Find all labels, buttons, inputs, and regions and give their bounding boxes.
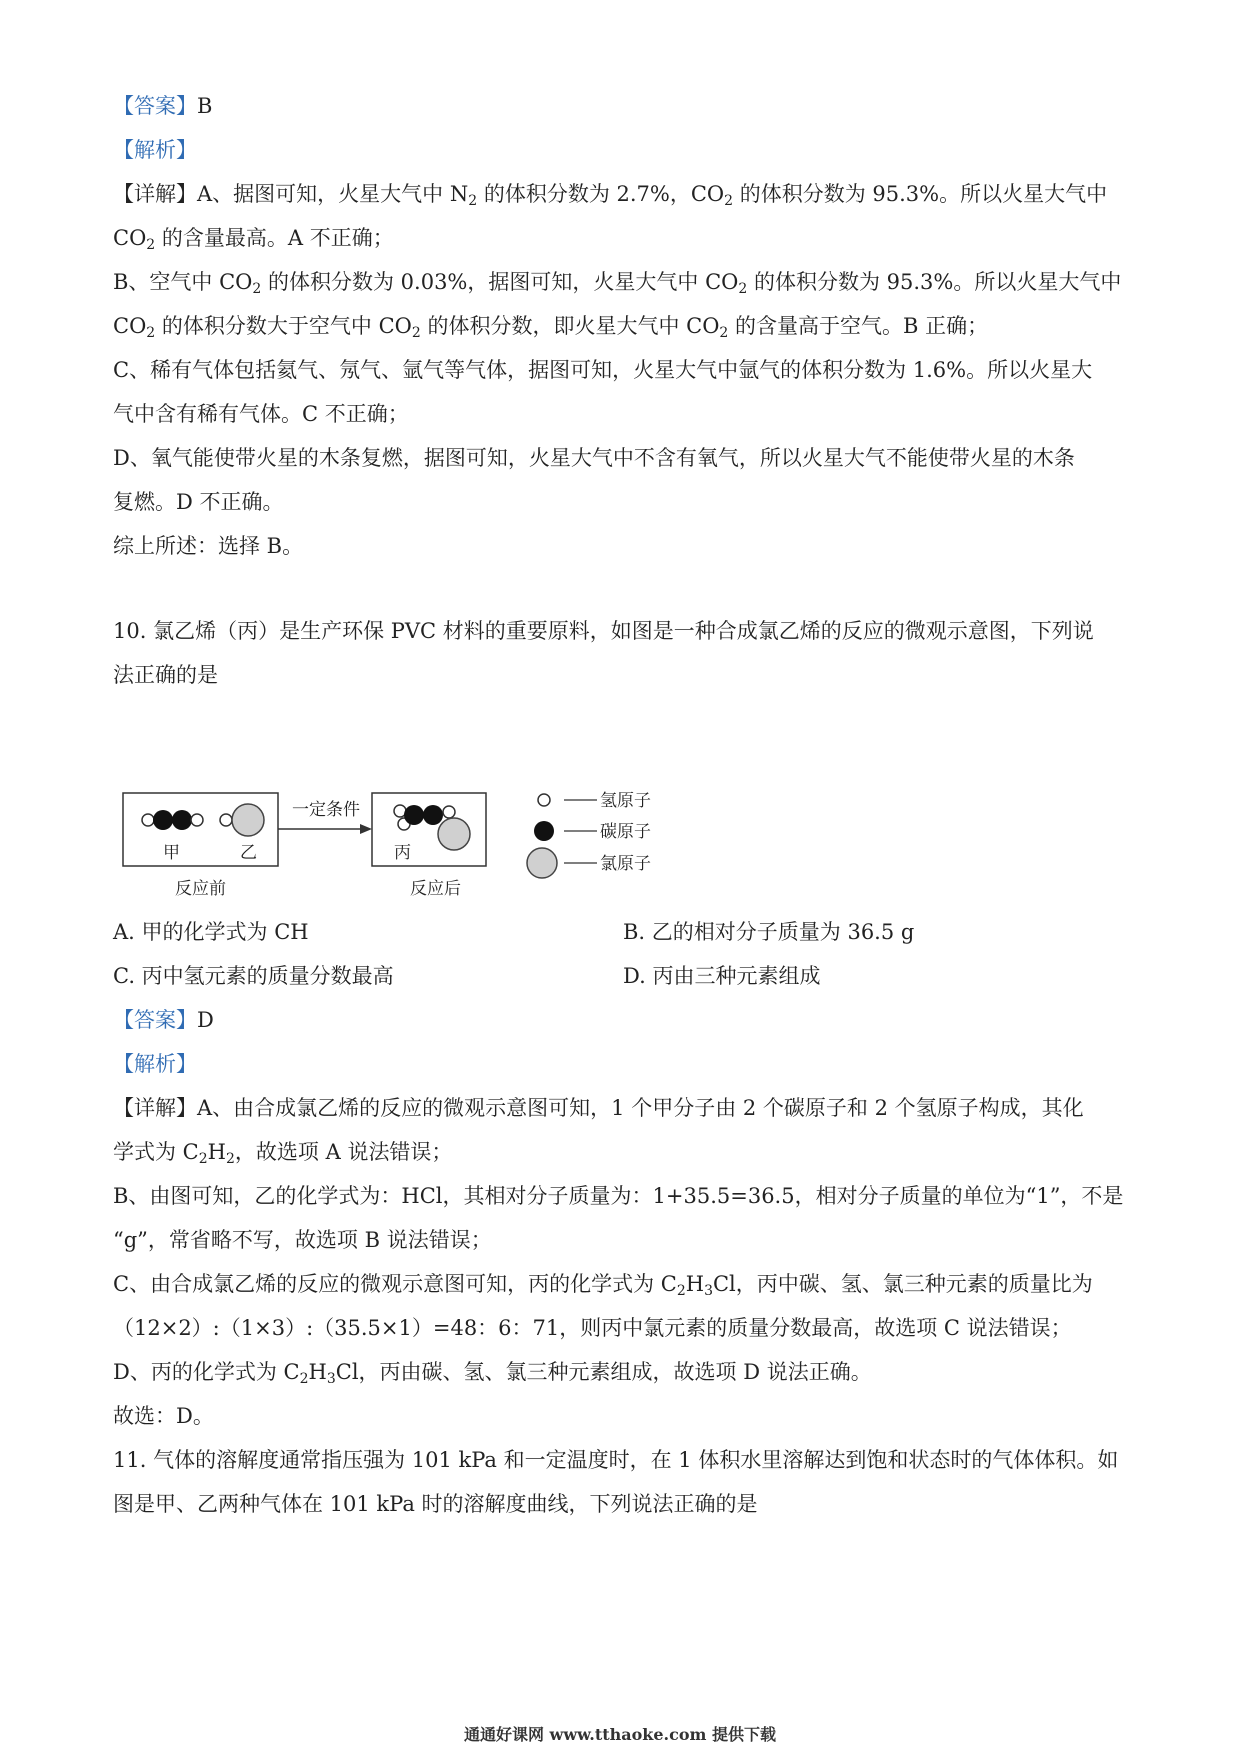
q10-detail-b-line1: B、由图可知，乙的化学式为：HCl，其相对分子质量为：1+35.5=36.5，相对分子质量的单位为“1”，不是 — [113, 1184, 1124, 1208]
label-before: 反应前 — [175, 879, 226, 899]
q10-analysis-tag: 【解析】 — [113, 1052, 197, 1076]
carbon-atom — [153, 810, 173, 830]
arrow-head — [360, 824, 372, 834]
hydrogen-atom — [142, 814, 154, 826]
q9-answer-line — [113, 92, 212, 120]
legend-hydrogen-icon — [538, 794, 550, 806]
chlorine-atom — [232, 804, 264, 836]
hydrogen-atom — [443, 806, 455, 818]
q10-stem-line1: 10. 氯乙烯（丙）是生产环保 PVC 材料的重要原料，如图是一种合成氯乙烯的反应的微观示意图，下列说 — [113, 619, 1094, 643]
q11-stem-line2: 图是甲、乙两种气体在 101 kPa 时的溶解度曲线，下列说法正确的是 — [113, 1492, 758, 1516]
q9-summary: 综上所述：选择 B。 — [113, 534, 304, 558]
answer-tag: 【答案】 — [113, 94, 197, 118]
label-jia: 甲 — [163, 843, 180, 863]
label-yi: 乙 — [240, 843, 257, 863]
q10-detail-c-line2: （12×2）:（1×3）:（35.5×1）=48：6：71，则丙中氯元素的质量分数最高，故选项 C 说法错误； — [113, 1316, 1072, 1340]
option-a: A. 甲的化学式为 CH — [113, 920, 309, 944]
q9-detail-c-line2: 气中含有稀有气体。C 不正确； — [113, 402, 409, 426]
page-footer: 通通好课网 www.tthaoke.com 提供下载 — [463, 1725, 777, 1744]
q10-detail-d-line1: D、丙的化学式为 $C_2H_3Cl$，丙由碳、氢、氯三种元素组成，故选项 D 说法正确。 — [113, 1360, 872, 1387]
q9-detail-d-line2: 复燃。D 不正确。 — [113, 490, 284, 514]
q9-detail-a-line1: 【详解】A、据图可知，火星大气中 $N_2$ 的体积分数为 2.7%，$CO_2$ 的体积分数为 95.3%。所以火星大气中 — [113, 182, 1108, 209]
q9-detail-b-line1: B、空气中 $CO_2$ 的体积分数为 0.03%，据图可知，火星大气中 $CO_2$ 的体积分数为 95.3%。所以火星大气中 — [113, 270, 1122, 297]
q10-stem-line2: 法正确的是 — [113, 663, 218, 687]
q9-detail-a-line2: $CO_2$ 的含量最高。A 不正确； — [113, 226, 394, 253]
q11-stem-line1: 11. 气体的溶解度通常指压强为 101 kPa 和一定温度时，在 1 体积水里溶解达到饱和状态时的气体体积。如 — [113, 1448, 1119, 1472]
q10-detail-a-line1: 【详解】A、由合成氯乙烯的反应的微观示意图可知，1 个甲分子由 2 个碳原子和 2 个氢原子构成，其化 — [113, 1096, 1084, 1120]
legend-hydrogen-label: 氢原子 — [600, 791, 651, 811]
answer-value: B — [197, 94, 213, 118]
label-after: 反应后 — [410, 879, 461, 899]
q10-detail-c-line1: C、由合成氯乙烯的反应的微观示意图可知，丙的化学式为 $C_2H_3Cl$，丙中碳、氢、氯三种元素的质量比为 — [113, 1272, 1093, 1299]
q9-analysis-tag: 【解析】 — [113, 138, 197, 162]
legend-chlorine-icon — [527, 848, 557, 878]
legend-carbon-icon — [534, 821, 554, 841]
q10-detail-b-line2: “g”，常省略不写，故选项 B 说法错误； — [113, 1228, 492, 1252]
legend-chlorine-label: 氯原子 — [600, 854, 651, 874]
legend-carbon-label: 碳原子 — [600, 822, 651, 842]
hydrogen-atom — [220, 814, 232, 826]
q9-detail-b-line2: $CO_2$ 的体积分数大于空气中 $CO_2$ 的体积分数，即火星大气中 $CO_2$ 的含量高于空气。B 正确； — [113, 314, 989, 341]
carbon-atom — [423, 805, 443, 825]
q9-detail-d-line1: D、氧气能使带火星的木条复燃，据图可知，火星大气中不含有氧气，所以火星大气不能使带火星的木条 — [113, 446, 1075, 470]
option-d: D. 丙由三种元素组成 — [623, 964, 821, 988]
option-c: C. 丙中氢元素的质量分数最高 — [113, 964, 394, 988]
chlorine-atom — [438, 818, 470, 850]
hydrogen-atom — [191, 814, 203, 826]
option-b: B. 乙的相对分子质量为 36.5 g — [623, 920, 915, 944]
q10-detail-a-line2: 学式为 $C_2H_2$，故选项 A 说法错误； — [113, 1140, 453, 1167]
reaction-diagram — [110, 782, 750, 902]
q10-answer-line: 【答案】D — [113, 1008, 214, 1032]
condition-label: 一定条件 — [292, 800, 360, 820]
carbon-atom — [172, 810, 192, 830]
q9-detail-c-line1: C、稀有气体包括氦气、氖气、氩气等气体，据图可知，火星大气中氩气的体积分数为 1.6%。所以火星大 — [113, 358, 1093, 382]
q10-final-answer: 故选：D。 — [113, 1404, 214, 1428]
carbon-atom — [404, 805, 424, 825]
label-bing: 丙 — [394, 843, 411, 863]
